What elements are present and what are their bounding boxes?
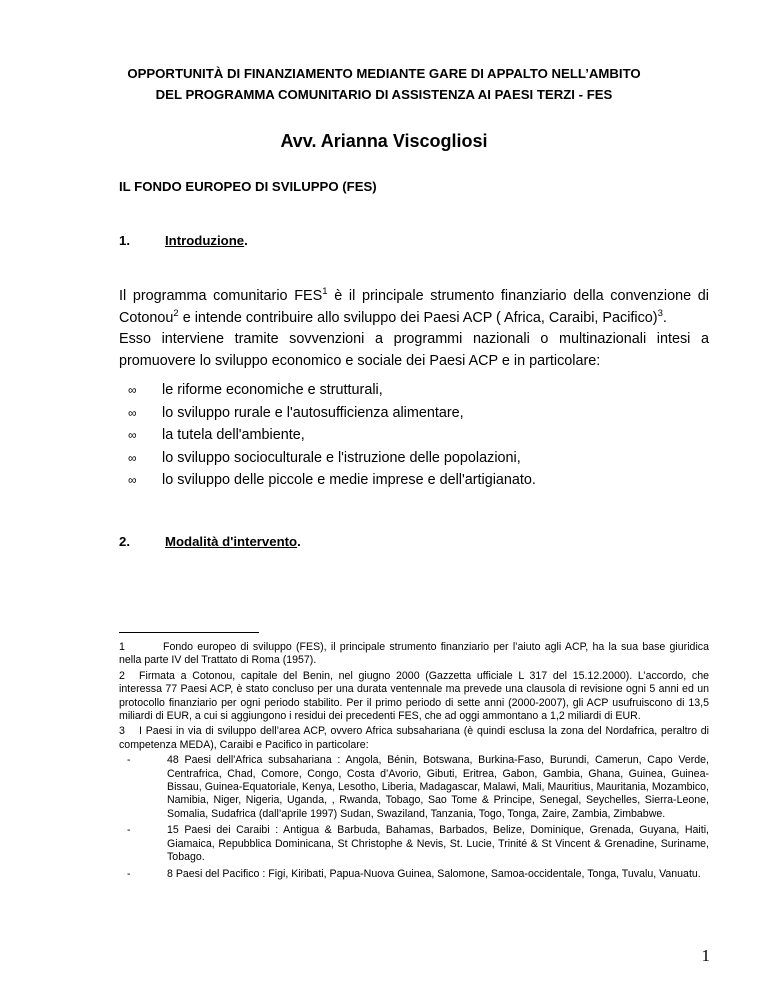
list-item: ∞ le riforme economiche e strutturali,	[128, 379, 536, 402]
list-item: ∞ lo sviluppo socioculturale e l'istruzione delle popolazioni,	[128, 447, 536, 470]
dash-bullet: -	[127, 824, 131, 837]
heading-text: Introduzione	[165, 233, 245, 248]
footnote-ref-2[interactable]: 2	[173, 307, 179, 319]
intro-paragraph	[119, 286, 709, 372]
intro-p1: Il programma comunitario FES$^1$ è il principale strumento finanziario della convenzione di Cotonou$^2$ e intende contribuire allo sviluppo dei Paesi ACP ( Africa, Caraibi, Pacifico)$^3$.	[119, 286, 709, 326]
infinity-bullet-icon: ∞	[128, 383, 137, 397]
heading-suffix: .	[297, 534, 301, 549]
footnote-ref-1[interactable]: 1	[322, 286, 328, 298]
dash-bullet: -	[127, 867, 131, 880]
footnote-3: 3 I Paesi in via di sviluppo dell’area ACP, ovvero Africa subsahariana (è quindi esclusa la zona del Nordafrica, peraltro di competenza MEDA), Caraibi e Pacifico in particolare:	[119, 725, 709, 751]
intro-p2: Esso interviene tramite sovvenzioni a programmi nazionali o multinazionali intesi a promuovere lo sviluppo economico e sociale dei Paesi ACP e in particolare:	[119, 331, 709, 369]
dash-bullet: -	[127, 754, 131, 767]
footnote-ref-3[interactable]: 3	[657, 307, 663, 319]
list-item: - 8 Paesi del Pacifico : Figi, Kiribati, Papua-Nuova Guinea, Salomone, Samoa-occidentale, Tonga, Tuvalu, Vanuatu.	[127, 867, 701, 880]
footnote-1: 1 Fondo europeo di sviluppo (FES), il principale strumento finanziario per l’aiuto agli ACP, ha la sua base giuridica nella parte IV del Trattato di Roma (1957).	[119, 641, 709, 667]
footnote-number: 1	[119, 641, 125, 653]
infinity-bullet-icon: ∞	[128, 450, 137, 465]
infinity-bullet-icon: ∞	[128, 405, 137, 420]
objectives-list	[128, 379, 536, 492]
footnote-number: 3	[119, 725, 125, 738]
list-item: ∞ la tutela dell'ambiente,	[128, 424, 536, 447]
document-title	[40, 63, 728, 105]
list-item: ∞ lo sviluppo delle piccole e medie imprese e dell'artigianato.	[128, 469, 536, 492]
footnotes	[119, 641, 709, 884]
title-line-1: OPPORTUNITÀ DI FINANZIAMENTO MEDIANTE GARE DI APPALTO NELL’AMBITO	[127, 66, 641, 81]
footnote-number: 2	[119, 669, 125, 682]
heading-number: 1.	[119, 233, 130, 248]
title-line-2: DEL PROGRAMMA COMUNITARIO DI ASSISTENZA AI PAESI TERZI - FES	[155, 87, 613, 102]
author-name: Avv. Arianna Viscogliosi	[280, 131, 488, 151]
list-item: ∞ lo sviluppo rurale e l'autosufficienza alimentare,	[128, 402, 536, 425]
footnote-2: 2 Firmata a Cotonou, capitale del Benin, nel giugno 2000 (Gazzetta ufficiale L 317 del 15.12.2000). L’accordo, che interessa 77 Paesi ACP, è stato concluso per una durata ventennale ma prevede una clausola di revisione ogni 5 anni ed un protocollo finanziario per ogni periodo stabilito. Per il primo periodo di sette anni (2000-2007), gli ACP usufruiscono di 13,5 miliardi di EUR, a cui si aggiungono i residui dei precedenti FES, che ad oggi ammontano a 1,2 miliardi di EUR.	[119, 669, 709, 723]
list-item: - 15 Paesi dei Caraibi : Antigua & Barbuda, Bahamas, Barbados, Belize, Dominique, Grenada, Guyana, Haiti, Giamaica, Repubblica Dominicana, St Christophe & Nevis, St. Lucie, Trinité & St Vincent & Grenadine, Suriname, Tobago.	[127, 824, 709, 864]
infinity-bullet-icon: ∞	[128, 473, 137, 487]
heading-modalita-intervento	[119, 534, 301, 549]
page-number: 1	[701, 946, 710, 965]
list-item: - 48 Paesi dell'Africa subsahariana : Angola, Bénin, Botswana, Burkina-Faso, Burundi, Camerun, Capo Verde, Centrafrica, Chad, Comore, Congo, Costa d’Avorio, Gibuti, Eritrea, Gabon, Gambia, Ghana, Guinea, Guinea-Bissau, Guinea-Equatoriale, Kenya, Lesotho, Liberia, Madagascar, Malawi, Mali, Mauritius, Mauritania, Mozambico, Namibia, Niger, Nigeria, Uganda, , Rwanda, Tobago, Sao Tome & Principe, Senegal, Seychelles, Sierra-Leone, Somalia, Sudafrica (dall’aprile 1997) Sudan, Swaziland, Tanzania, Togo, Tonga, Zaire, Zambia, Zimbabwe.	[127, 754, 709, 820]
infinity-bullet-icon: ∞	[128, 428, 137, 442]
footnote-3-list	[121, 754, 709, 881]
heading-number: 2.	[119, 534, 130, 549]
footnote-separator	[119, 632, 259, 633]
heading-suffix: .	[244, 233, 248, 248]
section-title: IL FONDO EUROPEO DI SVILUPPO (FES)	[119, 179, 377, 194]
heading-introduzione	[119, 233, 248, 248]
heading-text: Modalità d'intervento	[165, 534, 298, 549]
